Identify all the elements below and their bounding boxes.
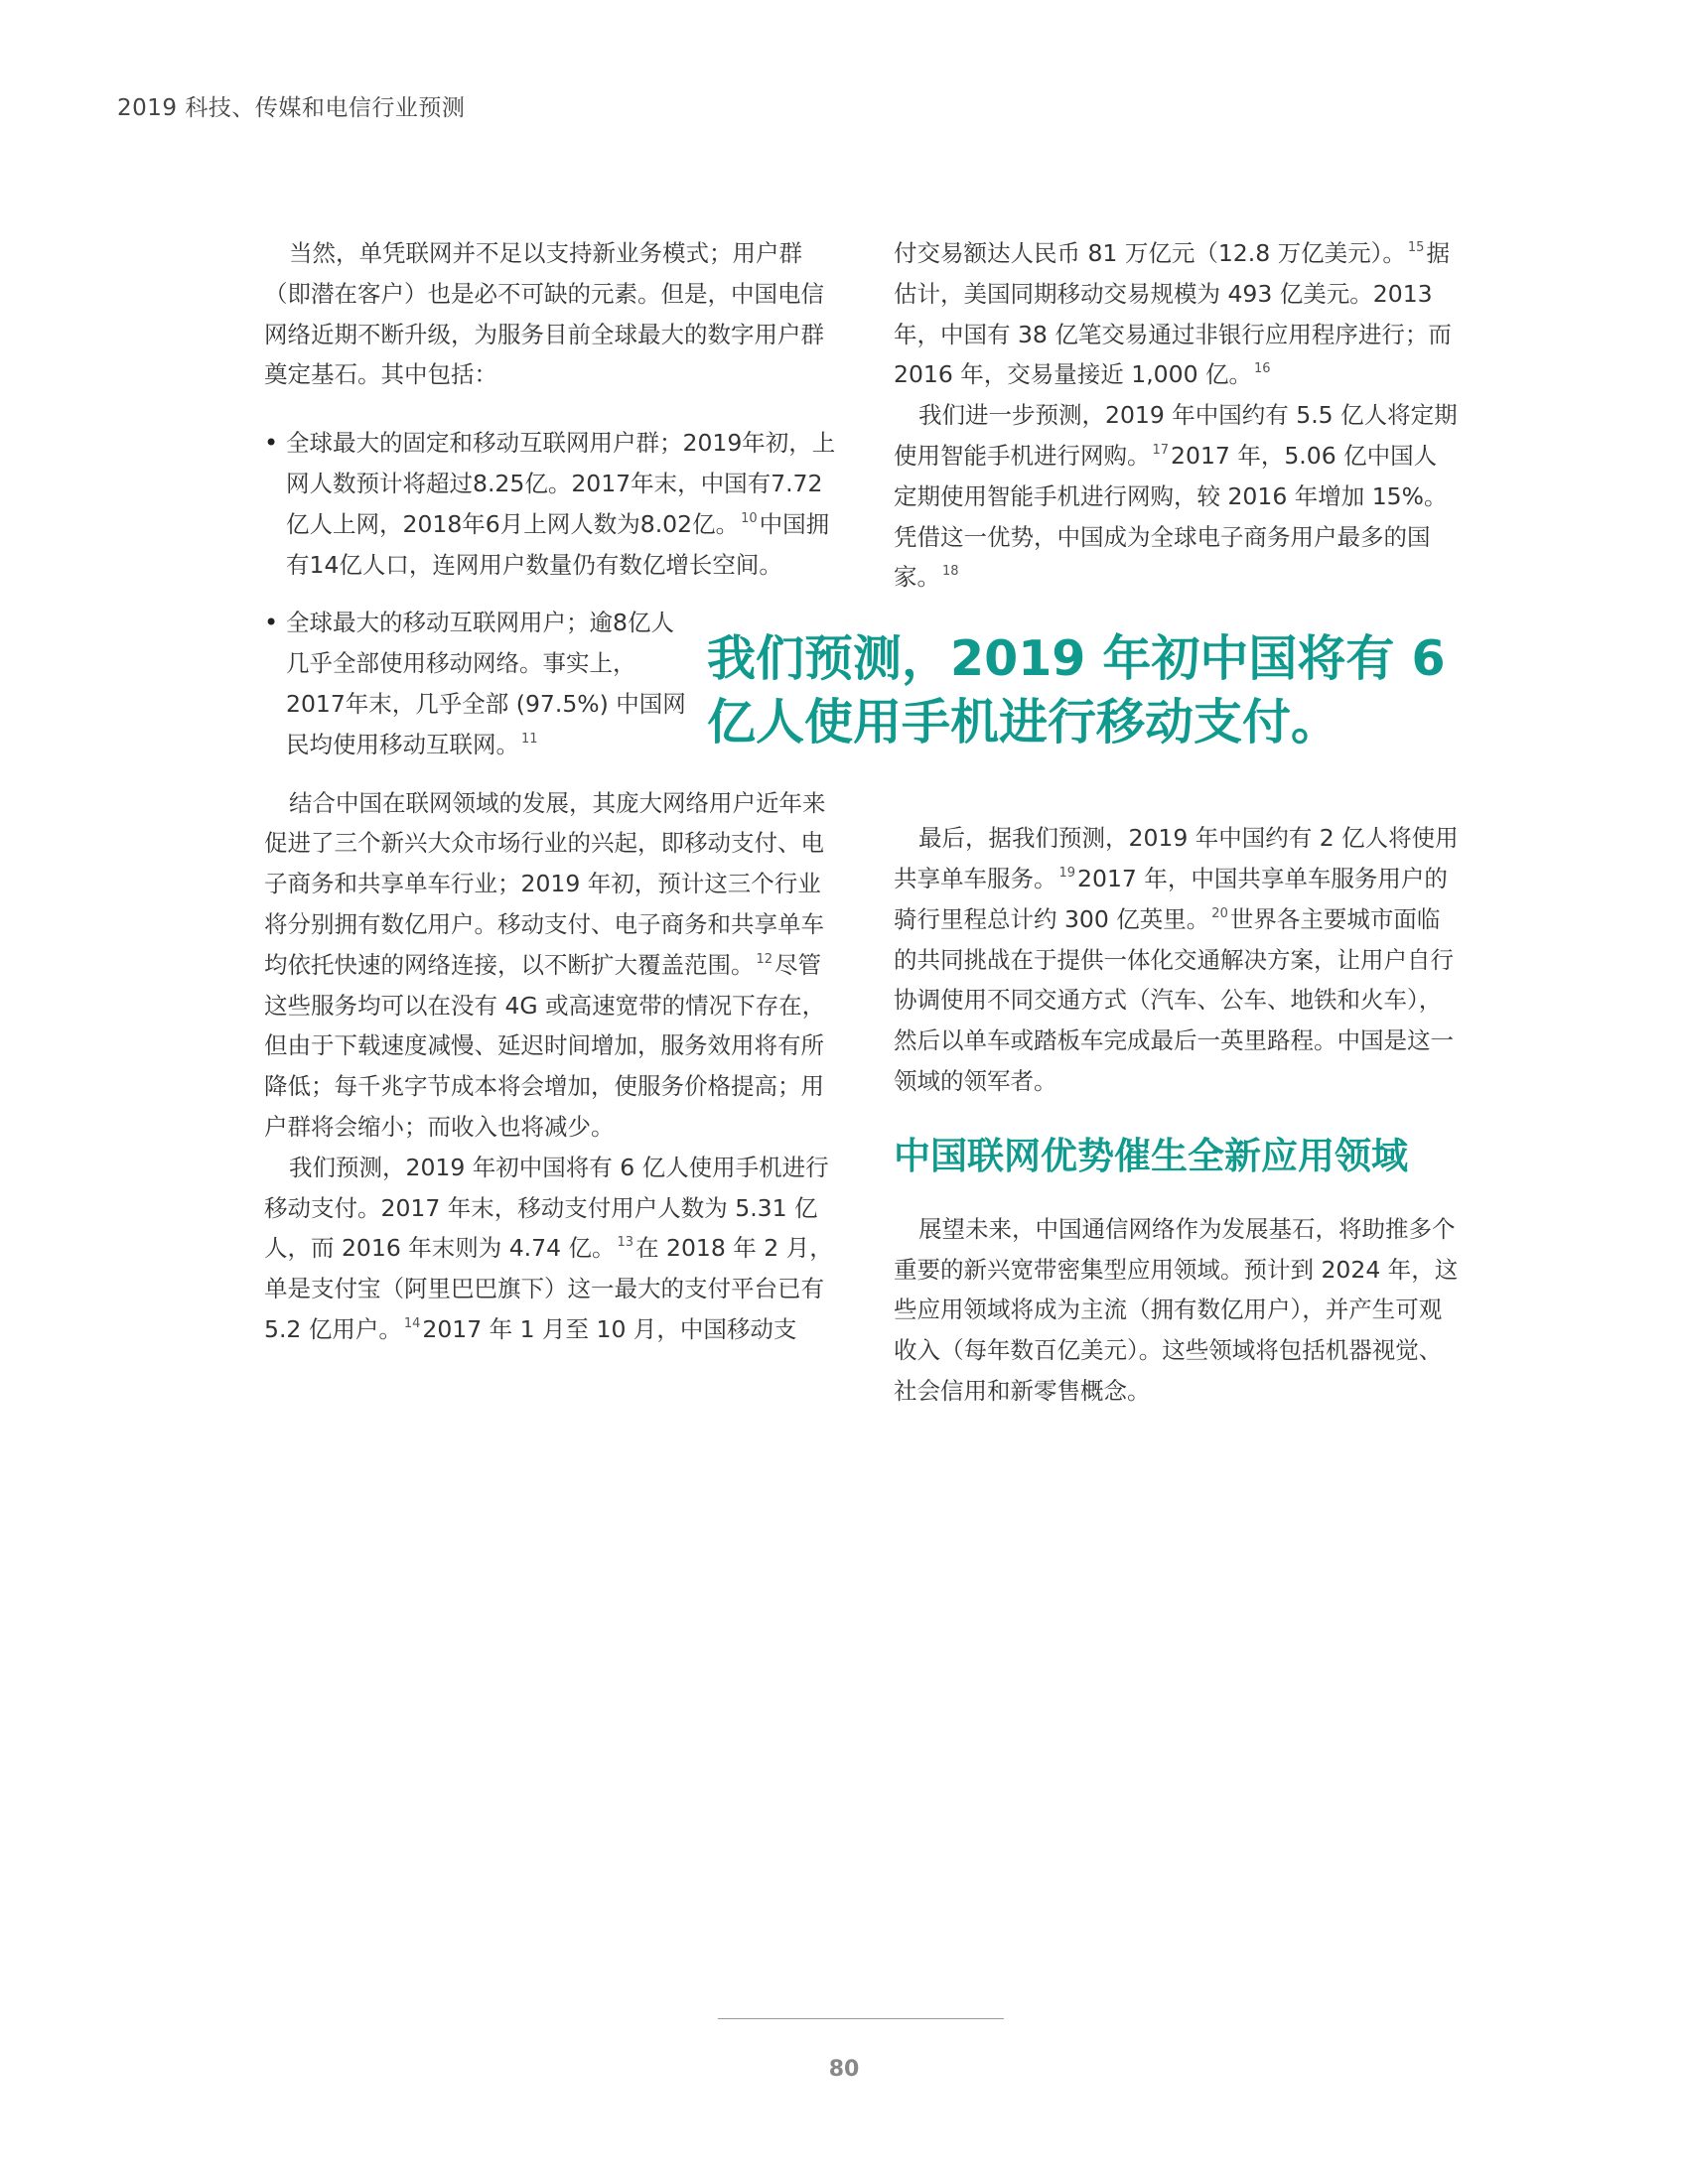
footnote-ref: 17: [1152, 442, 1170, 458]
pull-quote-line-1: 我们预测，2019 年初中国将有 6: [707, 630, 1446, 687]
footnote-ref: 18: [942, 564, 959, 580]
footnote-ref: 11: [521, 731, 538, 747]
right-column: [894, 233, 1460, 1412]
mobile-payment-paragraph: 我们预测，2019 年初中国将有 6 亿人使用手机进行移动支付。2017 年末，移动支付用户人数为 5.31 亿人，而 2016 年末则为 4.74 亿。 $^{13}$在 2018 年 2 月，单是支付宝（阿里巴巴旗下）这一最大的支付平台已有 5.2 亿用户。 $^{14}$2017 年 1 月至 10 月，中国移动支: [264, 1153, 833, 1343]
document-header: 2019 科技、传媒和电信行业预测: [117, 95, 466, 121]
bullet-item-mobile-internet-users: • 全球最大的移动互联网用户；逾8亿人几乎全部使用移动网络。事实上，2017年末，几乎全部 (97.5%) 中国网民均使用移动互联网。 $^{11}$: [264, 603, 693, 764]
bullet-item-fixed-mobile-users: • 全球最大的固定和移动互联网用户群；2019年初，上网人数预计将超过8.25亿。2017年末，中国有7.72亿人上网，2018年6月上网人数为8.02亿。 $^{10}$中国拥有14亿人口，连网用户数量仍有数亿增长空间。: [264, 423, 836, 585]
footnote-ref: 10: [741, 510, 758, 526]
intro-paragraph: 当然，单凭联网并不足以支持新业务模式；用户群（即潜在客户）也是必不可缺的元素。但是，中国电信网络近期不断升级，为服务目前全球最大的数字用户群奠定基石。其中包括：: [264, 239, 824, 389]
section-heading: 中国联网优势催生全新应用领域: [894, 1134, 1408, 1177]
footnote-ref: 12: [756, 951, 774, 967]
pull-quote: [707, 627, 1446, 754]
footnote-ref: 20: [1211, 905, 1228, 921]
footnote-ref: 15: [1407, 240, 1425, 255]
footnote-ref: 13: [617, 1235, 634, 1251]
ecommerce-paragraph: 我们进一步预测，2019 年中国约有 5.5 亿人将定期使用智能手机进行网购。 $^{17}$2017 年，5.06 亿中国人定期使用智能手机进行网购，较 2016 年增加 15%。凭借这一优势，中国成为全球电子商务用户最多的国家。 $^{18}$: [894, 401, 1458, 592]
footnote-ref: 16: [1254, 361, 1271, 377]
outlook-paragraph: 展望未来，中国通信网络作为发展基石，将助推多个重要的新兴宽带密集型应用领域。预计到 2024 年，这些应用领域将成为主流（拥有数亿用户），并产生可观收入（每年数百亿美元）。这些领域将包括机器视觉、社会信用和新零售概念。: [894, 1214, 1459, 1405]
bike-sharing-paragraph: 最后，据我们预测，2019 年中国约有 2 亿人将使用共享单车服务。 $^{19}$2017 年，中国共享单车服务用户的骑行里程总计约 300 亿英里。 $^{20}$世界各主要城市面临的共同挑战在于提供一体化交通解决方案，让用户自行协调使用不同交通方式（汽车、公车、地铁和火车），然后以单车或踏板车完成最后一英里路程。中国是这一领域的领军者。: [894, 824, 1459, 1095]
pull-quote-line-2: 亿人使用手机进行移动支付。: [707, 694, 1340, 751]
footnote-ref: 19: [1058, 865, 1076, 881]
mobile-payment-continued-paragraph: 付交易额达人民币 81 万亿元（12.8 万亿美元）。 $^{15}$据估计，美国同期移动交易规模为 493 亿美元。2013 年，中国有 38 亿笔交易通过非银行应用程序进行；而 2016 年，交易量接近 1,000 亿。 $^{16}$: [894, 239, 1452, 389]
left-column: [264, 233, 836, 1350]
footer-divider: [718, 2018, 1004, 2019]
three-industries-paragraph: 结合中国在联网领域的发展，其庞大网络用户近年来促进了三个新兴大众市场行业的兴起，即移动支付、电子商务和共享单车行业；2019 年初，预计这三个行业将分别拥有数亿用户。移动支付、电子商务和共享单车均依托快速的网络连接，以不断扩大覆盖范围。 $^{12}$尽管这些服务均可以在没有 4G 或高速宽带的情况下存在，但由于下载速度减慢、延迟时间增加，服务效用将有所降低；每千兆字节成本将会增加，使服务价格提高；用户群将会缩小；而收入也将减少。: [264, 788, 826, 1141]
page-number: 80: [828, 2057, 860, 2082]
footnote-ref: 14: [403, 1315, 421, 1331]
